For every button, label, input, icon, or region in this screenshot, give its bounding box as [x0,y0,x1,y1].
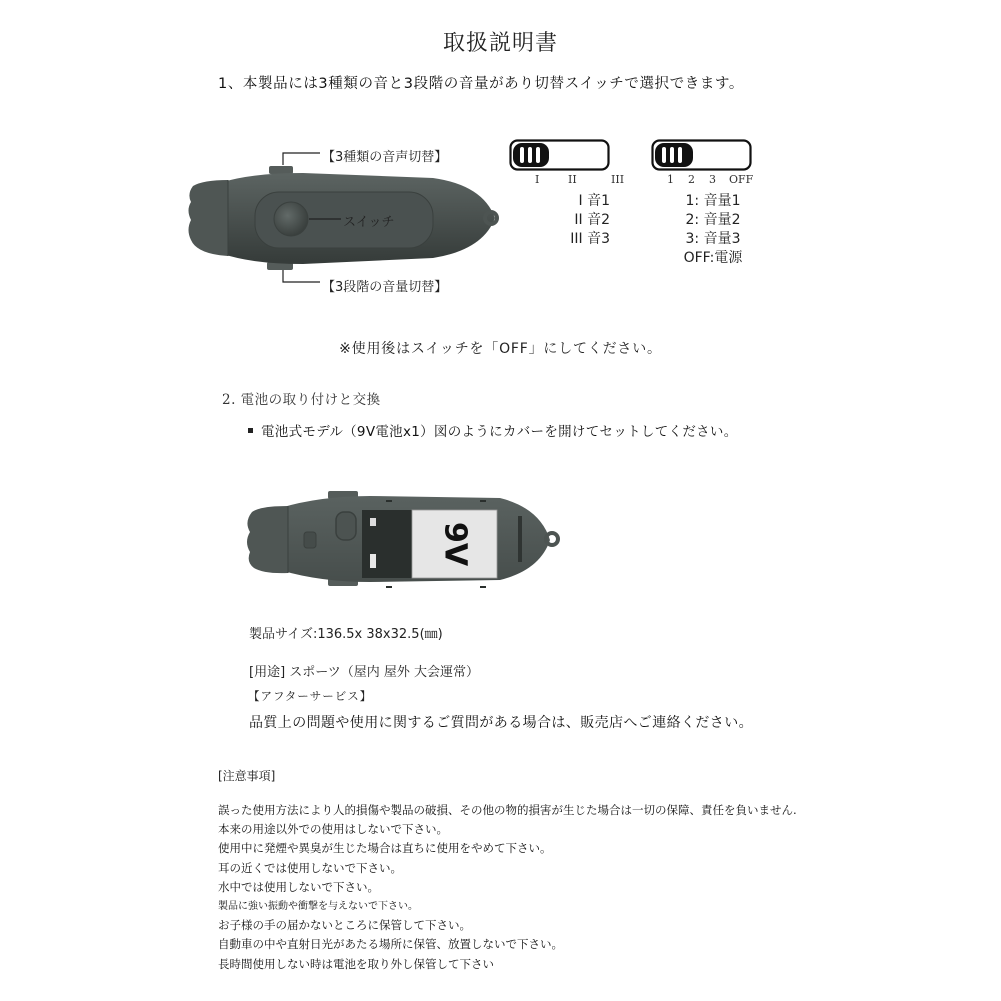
caution-item: 長時間使用しない時は電池を取り外し保管して下さい [218,956,494,971]
caution-item: 耳の近くでは使用しないで下さい。 [218,860,402,875]
volume-option: 2: 音量2 [685,212,741,228]
volume-position-off: OFF [729,173,754,186]
caution-item: 製品に強い振動や衝撃を与えないで下さい。 [218,900,418,912]
bullet-icon [248,428,253,433]
sound-position-1: I [535,173,540,186]
caution-item: 水中では使用しないで下さい。 [218,879,379,894]
sound-switch-diagram-icon [509,139,611,173]
sound-position-2: II [568,173,577,186]
main-switch-label: スイッチ [343,215,395,230]
caution-item: 自動車の中や直射日光があたる場所に保管、放置しないで下さい。 [218,937,563,952]
volume-switch-label: 【3段階の音量切替】 [322,280,448,295]
volume-options [668,192,758,268]
sound-position-3: III [611,173,625,186]
off-note: ※使用後はスイッチを「OFF」にしてください。 [339,341,662,357]
sound-option: I 音1 [578,193,610,209]
volume-switch-diagram-icon [651,139,753,173]
caution-item: 本来の用途以外での使用はしないで下さい。 [218,822,448,837]
caution-item: 誤った使用方法により人的損傷や製品の破損、その他の物的損害が生じた場合は一切の保障、責任を負いません. [218,803,797,817]
after-service-heading: 【アフターサービス】 [248,689,373,703]
volume-option: 3: 音量3 [685,231,741,247]
section2-heading: 2. 電池の取り付けと交換 [222,392,381,408]
volume-option: 1: 音量1 [685,193,741,209]
cautions-heading: [注意事項] [218,769,276,783]
sound-option: III 音3 [570,231,610,247]
usage: [用途] スポーツ（屋内 屋外 大会運常） [249,665,480,680]
volume-position-2: 2 [688,173,695,186]
page-title: 取扱説明書 [442,31,558,56]
caution-item: 使用中に発煙や異臭が生じた場合は直ちに使用をやめて下さい。 [218,841,552,856]
product-size: 製品サイズ:136.5x 38x32.5(㎜) [249,627,443,642]
sound-switch-label: 【3種類の音声切替】 [322,150,448,165]
volume-option: OFF:電源 [683,250,743,266]
battery-instruction: 電池式モデル（9V電池x1）図のようにカバーを開けてセットしてください。 [248,420,738,440]
volume-position-1: 1 [667,173,674,186]
after-service-text: 品質上の問題や使用に関するご質問がある場合は、販売店へご連絡ください。 [249,715,753,731]
sound-options [560,192,610,249]
battery-compartment-illustration [240,478,570,598]
cautions-list [218,801,797,974]
volume-position-3: 3 [709,173,716,186]
sound-option: II 音2 [574,212,610,228]
svg-text:9V: 9V [437,521,473,567]
caution-item: お子様の手の届かないところに保管して下さい。 [218,918,471,933]
section1-intro: 1、本製品には3種類の音と3段階の音量があり切替スイッチで選択できます。 [218,76,745,92]
